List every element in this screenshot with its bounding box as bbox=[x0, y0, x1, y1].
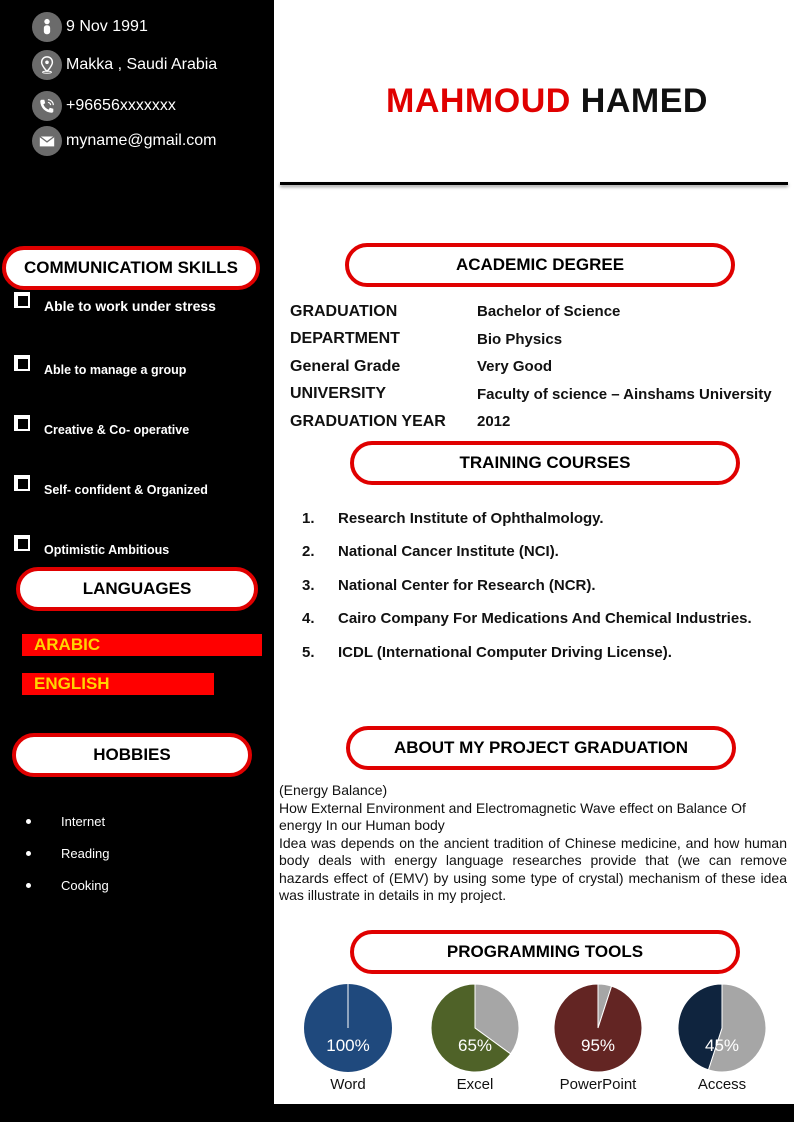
language-bar-english: ENGLISH bbox=[22, 673, 214, 695]
first-name: MAHMOUD bbox=[386, 82, 571, 120]
bullet-icon bbox=[26, 851, 31, 856]
contact-email-text: myname@gmail.com bbox=[66, 132, 217, 149]
pie-powerpoint bbox=[553, 983, 643, 1073]
checkbox-icon bbox=[14, 292, 30, 308]
skill-item: Self- confident & Organized bbox=[14, 481, 208, 497]
envelope-icon bbox=[32, 126, 62, 156]
bullet-icon bbox=[26, 819, 31, 824]
skill-item: Able to work under stress bbox=[14, 298, 216, 314]
pie-percent-label: 100% bbox=[326, 1036, 370, 1055]
pie-category-label: Access bbox=[697, 1076, 747, 1093]
pie-category-label: PowerPoint bbox=[559, 1076, 637, 1093]
pie-category-label: Excel bbox=[456, 1076, 494, 1093]
skill-item: Creative & Co- operative bbox=[14, 421, 189, 437]
academic-row: GRADUATION YEAR 2012 bbox=[290, 412, 511, 431]
checkbox-icon bbox=[14, 355, 30, 371]
course-item: 4. Cairo Company For Medications And Chemical Industries. bbox=[302, 610, 752, 627]
skill-item: Able to manage a group bbox=[14, 361, 186, 377]
pie-percent-label: 45% bbox=[704, 1036, 740, 1055]
programming-tools-heading: PROGRAMMING TOOLS bbox=[350, 930, 740, 974]
languages-heading: LANGUAGES bbox=[16, 567, 258, 611]
course-item: 1. Research Institute of Ophthalmology. bbox=[302, 510, 604, 527]
academic-row: DEPARTMENT Bio Physics bbox=[290, 330, 563, 348]
contact-phone bbox=[32, 91, 176, 121]
contact-dob-text: 9 Nov 1991 bbox=[66, 18, 148, 35]
language-bar-arabic: ARABIC bbox=[22, 634, 262, 656]
hobby-item: Cooking bbox=[26, 878, 109, 893]
about-project-text bbox=[279, 782, 787, 905]
training-courses-heading: TRAINING COURSES bbox=[350, 441, 740, 485]
pie-excel bbox=[430, 983, 520, 1073]
phone-icon bbox=[32, 91, 62, 121]
contact-phone-text: +96656xxxxxxx bbox=[66, 97, 176, 114]
academic-row: GRADUATION Bachelor of Science bbox=[290, 302, 621, 321]
checkbox-icon bbox=[14, 475, 30, 491]
about-project-heading: ABOUT MY PROJECT GRADUATION bbox=[346, 726, 736, 770]
skill-item: Optimistic Ambitious bbox=[14, 541, 169, 557]
about-subtitle: How External Environment and Electromagnetic Wave effect on Balance Of energy In our Human body bbox=[279, 799, 746, 833]
pie-value-slice bbox=[554, 984, 642, 1072]
academic-row: UNIVERSITY Faculty of science – Ainshams University bbox=[290, 385, 772, 403]
academic-row: General Grade Very Good bbox=[290, 357, 553, 376]
pie-percent-label: 65% bbox=[457, 1036, 493, 1055]
about-title: (Energy Balance) bbox=[279, 782, 388, 798]
bullet-icon bbox=[26, 883, 31, 888]
header-divider bbox=[280, 182, 788, 185]
checkbox-icon bbox=[14, 535, 30, 551]
hobby-item: Reading bbox=[26, 846, 109, 861]
academic-degree-heading: ACADEMIC DEGREE bbox=[345, 243, 735, 287]
contact-dob bbox=[32, 12, 148, 42]
hobbies-heading: HOBBIES bbox=[12, 733, 252, 777]
pie-category-label: Word bbox=[330, 1076, 366, 1093]
pie-word bbox=[303, 983, 393, 1073]
course-item: 3. National Center for Research (NCR). bbox=[302, 577, 596, 594]
hobby-item: Internet bbox=[26, 814, 105, 829]
contact-location bbox=[32, 50, 217, 80]
main-content bbox=[274, 0, 794, 1104]
checkbox-icon bbox=[14, 415, 30, 431]
contact-email bbox=[32, 126, 217, 156]
course-item: 5. ICDL (International Computer Driving License). bbox=[302, 644, 672, 661]
about-paragraph: Idea was depends on the ancient tradition of Chinese medicine, and how human body deals with energy language researches provide that (we can remove hazards effect of (EMV) by using some type of crystal) mechanism of these idea was illustrate in details in my project. bbox=[279, 834, 787, 903]
person-icon bbox=[32, 12, 62, 42]
pie-access bbox=[677, 983, 767, 1073]
sidebar bbox=[0, 0, 274, 1122]
contact-location-text: Makka , Saudi Arabia bbox=[66, 56, 218, 73]
pie-percent-label: 95% bbox=[580, 1036, 616, 1055]
full-name bbox=[386, 82, 708, 121]
communication-skills-heading: COMMUNICATIOM SKILLS bbox=[2, 246, 260, 290]
academic-table bbox=[290, 298, 790, 436]
location-pin-icon bbox=[32, 50, 62, 80]
course-item: 2. National Cancer Institute (NCI). bbox=[302, 543, 559, 560]
last-name: HAMED bbox=[580, 82, 708, 120]
